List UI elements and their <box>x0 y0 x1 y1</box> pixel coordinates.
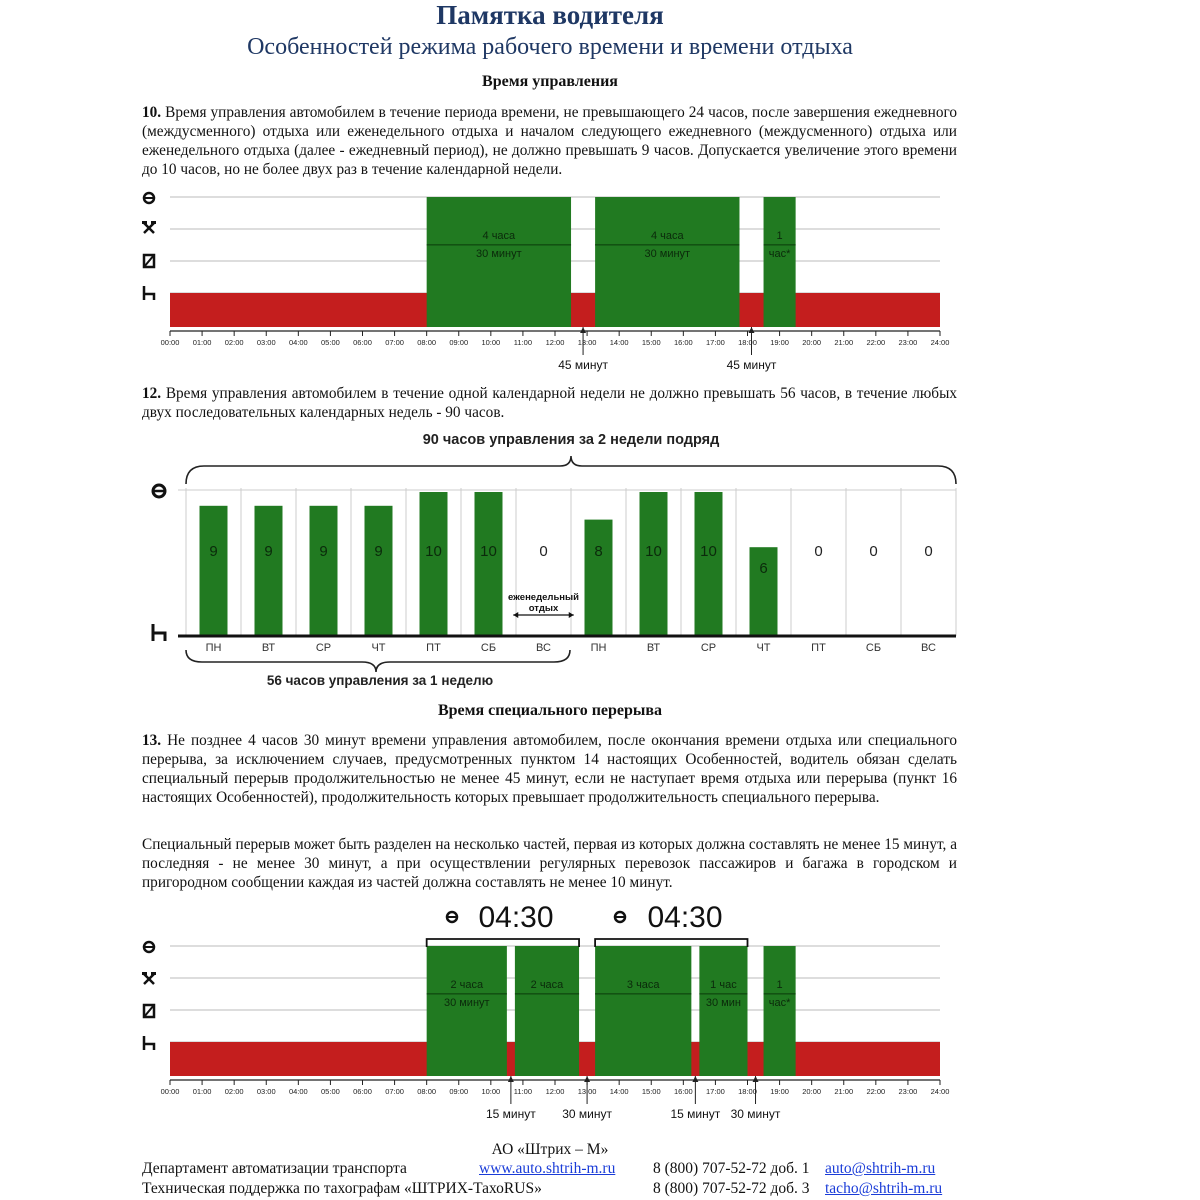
hour-tick-label: 21:00 <box>834 338 854 347</box>
hour-tick-label: 06:00 <box>353 1087 372 1096</box>
hour-tick-label: 20:00 <box>802 338 822 347</box>
two-week-brace <box>186 456 956 484</box>
weekly-rest-label: отдых <box>528 603 559 614</box>
duration-label: 1 <box>776 229 783 242</box>
hour-tick-label: 23:00 <box>898 1087 918 1096</box>
day-label: ПТ <box>811 642 826 654</box>
hour-tick-label: 00:00 <box>160 1087 180 1096</box>
hour-tick-label: 00:00 <box>160 338 180 347</box>
day-label: СР <box>700 642 717 654</box>
duration-label: 4 часа <box>650 229 684 242</box>
duration-label: 30 минут <box>644 247 691 260</box>
paragraph-12-number: 12. <box>142 385 162 402</box>
paragraph-13-number: 13. <box>142 732 162 749</box>
work-hammers-icon <box>142 972 156 984</box>
day-hours-label: 10 <box>700 543 717 560</box>
day-hours-label: 10 <box>425 543 442 560</box>
day-hours-label: 0 <box>814 543 823 560</box>
driving-block <box>595 946 691 1076</box>
footer-dept-tacho: Техническая поддержка по тахографам «ШТРИХ-ТахоRUS» <box>142 1180 542 1197</box>
driving-block <box>764 197 796 327</box>
day-driving-bar <box>420 492 448 636</box>
break-label: 45 минут <box>726 358 777 372</box>
day-label: ПТ <box>426 642 441 654</box>
hour-tick-label: 10:00 <box>481 1087 501 1096</box>
duration-label: 30 минут <box>443 996 490 1009</box>
hour-tick-label: 23:00 <box>898 338 918 347</box>
hour-tick-label: 16:00 <box>673 338 693 347</box>
day-driving-bar <box>695 492 723 636</box>
hour-tick-label: 13:00 <box>577 338 597 347</box>
day-driving-bar <box>200 506 228 636</box>
hour-tick-label: 02:00 <box>224 338 244 347</box>
hour-tick-label: 02:00 <box>224 1087 244 1096</box>
day-hours-label: 8 <box>594 543 603 560</box>
driving-block <box>699 946 747 1076</box>
hour-tick-label: 19:00 <box>770 1087 789 1096</box>
day-label: ВТ <box>646 642 661 654</box>
counter-right <box>615 901 723 934</box>
day-label: СБ <box>480 642 497 654</box>
hour-tick-label: 04:00 <box>288 338 308 347</box>
hour-tick-label: 20:00 <box>802 1087 822 1096</box>
page-title: Памятка водителя <box>436 0 664 30</box>
hour-tick-label: 07:00 <box>385 338 404 347</box>
day-hours-label: 10 <box>645 543 662 560</box>
day-label: ЧТ <box>756 642 771 654</box>
hour-tick-label: 22:00 <box>866 1087 886 1096</box>
hour-tick-label: 17:00 <box>706 1087 725 1096</box>
day-hours-label: 9 <box>319 543 328 560</box>
day-driving-bar <box>640 492 668 636</box>
hour-tick-label: 04:00 <box>288 1087 308 1096</box>
one-week-limit-label: 56 часов управления за 1 неделю <box>266 673 494 688</box>
day-hours-label: 6 <box>759 560 768 577</box>
duration-label: час* <box>768 996 791 1009</box>
counter-left <box>447 901 554 934</box>
activity-icons <box>142 942 156 1050</box>
day-label: ЧТ <box>371 642 386 654</box>
paragraph-12 <box>142 384 957 422</box>
day-label: ПН <box>590 642 607 654</box>
day-hours-label: 0 <box>924 543 933 560</box>
hour-tick-label: 01:00 <box>192 338 212 347</box>
hour-tick-label: 12:00 <box>545 1087 565 1096</box>
driving-block <box>427 197 571 327</box>
footer-phone-tacho: 8 (800) 707-52-72 доб. 3 <box>653 1180 810 1197</box>
hour-tick-label: 05:00 <box>321 338 340 347</box>
paragraph-12-text: Время управления автомобилем в течение одной календарной недели не должно превышать 56 часов, в течение любых двух последовательных календарных недель - 90 часов. <box>142 385 957 421</box>
break-arrow-head <box>753 1076 759 1082</box>
availability-icon <box>144 1005 154 1017</box>
hour-tick-label: 24:00 <box>930 338 950 347</box>
driving-block <box>764 946 796 1076</box>
hour-tick-label: 14:00 <box>609 1087 629 1096</box>
break-arrow-head <box>508 1076 514 1082</box>
day-hours-label: 9 <box>264 543 273 560</box>
driving-wheel-icon <box>144 193 154 203</box>
hour-tick-label: 11:00 <box>513 338 533 347</box>
duration-label: 3 часа <box>626 978 660 991</box>
hour-tick-label: 21:00 <box>834 1087 854 1096</box>
break-label: 30 минут <box>730 1107 781 1121</box>
hour-tick-label: 13:00 <box>577 1087 597 1096</box>
footer-dept-transport: Департамент автоматизации транспорта <box>142 1160 407 1177</box>
day-label: СР <box>315 642 332 654</box>
footer-company: АО «Штрих – М» <box>491 1141 609 1158</box>
hour-tick-label: 07:00 <box>385 1087 404 1096</box>
hour-tick-label: 09:00 <box>449 1087 469 1096</box>
hour-tick-label: 19:00 <box>770 338 789 347</box>
rest-bed-icon <box>144 1036 154 1050</box>
driving-wheel-icon <box>144 942 154 952</box>
footer-email-tacho-link[interactable]: tacho@shtrih-m.ru <box>825 1180 943 1197</box>
footer-email-auto-link[interactable]: auto@shtrih-m.ru <box>825 1160 936 1177</box>
daily-timeline-chart <box>130 186 970 376</box>
hour-tick-label: 09:00 <box>449 338 469 347</box>
rest-bed-icon <box>144 286 154 300</box>
driving-wheel-icon <box>153 485 165 497</box>
day-driving-bar <box>255 506 283 636</box>
hour-tick-label: 08:00 <box>417 1087 437 1096</box>
rest-bed-icon <box>153 624 165 641</box>
hour-tick-label: 11:00 <box>513 1087 533 1096</box>
hour-tick-label: 01:00 <box>192 1087 212 1096</box>
timeline-1-plot <box>161 197 950 372</box>
break-label: 15 минут <box>670 1107 721 1121</box>
hour-tick-label: 18:00 <box>738 1087 757 1096</box>
hour-tick-label: 12:00 <box>545 338 565 347</box>
day-hours-label: 9 <box>209 543 218 560</box>
day-driving-bar <box>365 506 393 636</box>
break-arrow-head <box>584 1076 590 1082</box>
paragraph-10-number: 10. <box>142 104 162 121</box>
hour-tick-label: 16:00 <box>673 1087 693 1096</box>
section-heading-driving: Время управления <box>482 73 618 90</box>
two-week-limit-label: 90 часов управления за 2 недели подряд <box>422 432 720 448</box>
day-driving-bar <box>585 520 613 636</box>
counter-right-value: 04:30 <box>647 901 723 934</box>
break-arrow-head <box>749 327 755 333</box>
day-label: ПН <box>205 642 222 654</box>
hour-tick-label: 10:00 <box>481 338 501 347</box>
page-subtitle: Особенностей режима рабочего времени и времени отдыха <box>247 34 853 60</box>
paragraph-10 <box>142 103 957 179</box>
hour-tick-label: 24:00 <box>930 1087 950 1096</box>
duration-label: 1 <box>776 978 783 991</box>
availability-icon <box>144 255 154 267</box>
duration-label: 2 часа <box>530 978 564 991</box>
counter-left-value: 04:30 <box>478 901 554 934</box>
paragraph-13 <box>142 731 957 807</box>
driving-block <box>595 197 739 327</box>
hour-tick-label: 22:00 <box>866 338 886 347</box>
day-hours-label: 0 <box>539 543 548 560</box>
weekly-rest-label: еженедельный <box>508 592 579 603</box>
hour-tick-label: 15:00 <box>641 1087 661 1096</box>
duration-label: 1 час <box>710 978 737 991</box>
break-label: 30 минут <box>562 1107 612 1121</box>
hour-tick-label: 03:00 <box>256 1087 276 1096</box>
break-label: 45 минут <box>558 358 608 372</box>
weekly-plot <box>178 488 956 654</box>
day-label: СБ <box>865 642 882 654</box>
day-hours-label: 10 <box>480 543 497 560</box>
section-heading-special-break: Время специального перерыва <box>437 702 663 719</box>
timeline-2-plot <box>161 939 950 1121</box>
day-label: ВС <box>921 642 936 654</box>
paragraph-14: Специальный перерыв может быть разделен на несколько частей, первая из которых должна составлять не менее 15 минут, а последняя - не менее 30 минут, а при осуществлении регулярных перевозок пассажиров и багажа в городском и пригородном сообщении каждая из частей должна составлять не менее 10 минут. <box>142 836 957 891</box>
duration-label: 30 минут <box>476 247 522 260</box>
hour-tick-label: 14:00 <box>609 338 629 347</box>
driving-block <box>427 946 507 1076</box>
day-hours-label: 0 <box>869 543 878 560</box>
break-label: 15 минут <box>486 1107 536 1121</box>
hour-tick-label: 05:00 <box>321 1087 340 1096</box>
activity-icons <box>142 193 156 300</box>
day-label: ВТ <box>261 642 276 654</box>
hour-tick-label: 03:00 <box>256 338 276 347</box>
duration-label: 30 мин <box>705 996 741 1009</box>
footer-phone-transport: 8 (800) 707-52-72 доб. 1 <box>653 1160 810 1177</box>
work-hammers-icon <box>142 221 156 233</box>
day-label: ВС <box>536 642 551 654</box>
weekly-driving-chart <box>140 428 970 693</box>
day-driving-bar <box>475 492 503 636</box>
duration-label: 4 часа <box>482 229 516 242</box>
break-arrow-head <box>580 327 586 333</box>
day-driving-bar <box>310 506 338 636</box>
hour-tick-label: 15:00 <box>641 338 661 347</box>
hour-tick-label: 17:00 <box>706 338 725 347</box>
day-hours-label: 9 <box>374 543 383 560</box>
hour-tick-label: 18:00 <box>738 338 757 347</box>
footer-website-link[interactable]: www.auto.shtrih-m.ru <box>479 1160 616 1177</box>
duration-label: час* <box>768 247 791 260</box>
hour-tick-label: 06:00 <box>353 338 372 347</box>
break-arrow-head <box>692 1076 698 1082</box>
hour-tick-label: 08:00 <box>417 338 437 347</box>
driving-block <box>515 946 579 1076</box>
paragraph-10-text: Время управления автомобилем в течение периода времени, не превышающего 24 часов, после завершения ежедневного (междусменного) отдыха или еженедельного отдыха и началом следующего ежедневного (междусменного) отдыха или еженедельного отдыха (далее - ежедневный период), не должно превышать 9 часов. Допускается увеличение этого времени до 10 часов, но не более двух раз в течение календарной недели. <box>142 104 958 178</box>
duration-label: 2 часа <box>450 978 484 991</box>
paragraph-13-text: Не позднее 4 часов 30 минут времени управления автомобилем, после окончания времени отдыха или специального перерыва, за исключением случаев, предусмотренных пунктом 14 настоящих Особенностей, водитель обязан сделать специальный перерыв продолжительностью не менее 45 минут, если не наступает время отдыха или перерыва (пункт 16 настоящих Особенностей), продолжительность которых превышает продолжительность специального перерыва. <box>142 732 957 806</box>
special-break-timeline-chart <box>130 895 970 1125</box>
